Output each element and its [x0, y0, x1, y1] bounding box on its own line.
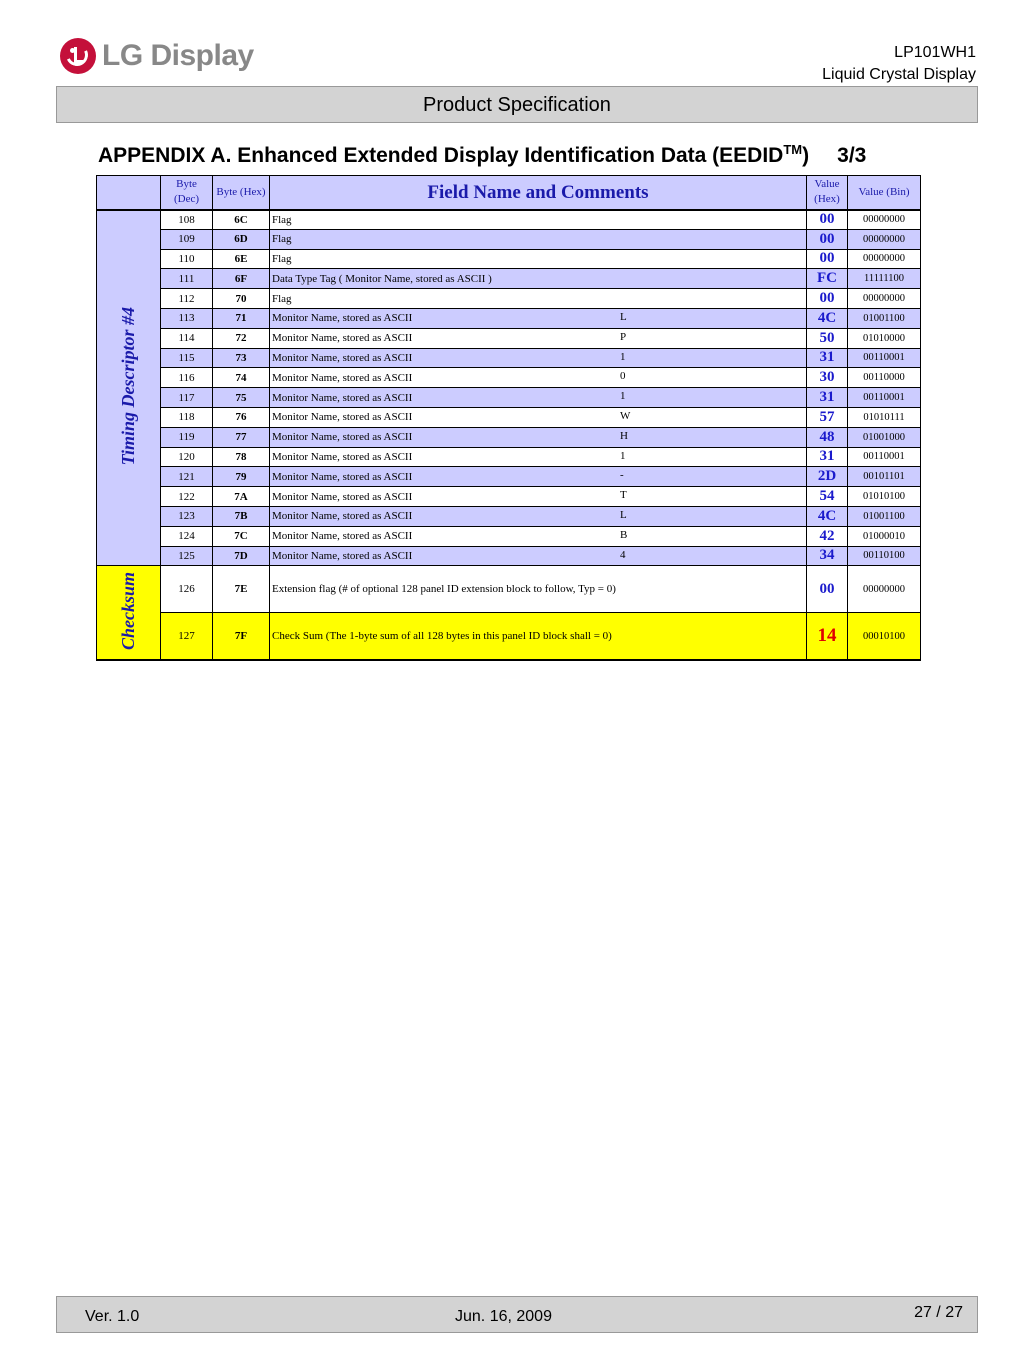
table-row	[97, 289, 921, 309]
value-bin: 01010111	[848, 407, 921, 427]
value-bin: 00110000	[848, 368, 921, 388]
field-description: Monitor Name, stored as ASCII	[272, 332, 413, 345]
byte-hex: 6D	[213, 229, 270, 249]
byte-dec: 121	[161, 467, 213, 487]
field-description: Monitor Name, stored as ASCII	[272, 431, 413, 444]
value-hex: 4C	[807, 308, 848, 328]
byte-dec: 118	[161, 407, 213, 427]
footer-date: Jun. 16, 2009	[455, 1308, 552, 1325]
value-bin: 11111100	[848, 269, 921, 289]
spec-title: Product Specification	[423, 94, 611, 116]
byte-dec: 120	[161, 447, 213, 467]
byte-hex: 78	[213, 447, 270, 467]
field-description: Monitor Name, stored as ASCII	[272, 450, 413, 463]
trademark-sup: TM	[783, 142, 803, 157]
ascii-char: 4	[620, 548, 626, 561]
byte-hex: 74	[213, 368, 270, 388]
field-name	[270, 210, 807, 230]
value-hex: 2D	[807, 467, 848, 487]
field-description: Monitor Name, stored as ASCII	[272, 411, 413, 424]
table-row	[97, 328, 921, 348]
field-description: Monitor Name, stored as ASCII	[272, 351, 413, 364]
table-row	[97, 447, 921, 467]
value-bin: 00110001	[848, 388, 921, 408]
field-description: Monitor Name, stored as ASCII	[272, 510, 413, 523]
value-hex: 4C	[807, 506, 848, 526]
field-description: Monitor Name, stored as ASCII	[272, 391, 413, 404]
ascii-char: B	[620, 528, 628, 541]
table-row	[97, 368, 921, 388]
ascii-char: 1	[620, 350, 626, 363]
appendix-title	[98, 142, 866, 168]
checksum-row	[97, 566, 921, 613]
field-name	[270, 506, 807, 526]
table-row	[97, 407, 921, 427]
table-body	[97, 210, 921, 660]
field-description: Monitor Name, stored as ASCII	[272, 312, 413, 325]
field-name	[270, 487, 807, 507]
value-bin-header: Value (Bin)	[848, 176, 921, 210]
field-name	[270, 289, 807, 309]
field-description: Flag	[272, 252, 292, 265]
byte-dec: 122	[161, 487, 213, 507]
byte-dec: 126	[161, 566, 213, 613]
byte-hex: 7A	[213, 487, 270, 507]
byte-hex: 7E	[213, 566, 270, 613]
table-row	[97, 388, 921, 408]
byte-hex: 79	[213, 467, 270, 487]
byte-dec: 123	[161, 506, 213, 526]
footer-version: Ver. 1.0	[85, 1308, 140, 1325]
table-row	[97, 526, 921, 546]
value-hex: 48	[807, 427, 848, 447]
value-hex: 31	[807, 388, 848, 408]
field-name	[270, 546, 807, 566]
byte-hex: 7C	[213, 526, 270, 546]
byte-hex: 6F	[213, 269, 270, 289]
table-row	[97, 308, 921, 328]
field-name	[270, 407, 807, 427]
field-description: Monitor Name, stored as ASCII	[272, 530, 413, 543]
value-hex: 50	[807, 328, 848, 348]
ascii-char: W	[620, 409, 631, 422]
value-bin: 01001100	[848, 308, 921, 328]
value-bin: 01001000	[848, 427, 921, 447]
byte-dec: 119	[161, 427, 213, 447]
byte-dec: 115	[161, 348, 213, 368]
byte-hex: 7D	[213, 546, 270, 566]
byte-hex: 71	[213, 308, 270, 328]
byte-hex: 7F	[213, 613, 270, 660]
model-info	[822, 42, 976, 86]
value-bin: 00000000	[848, 249, 921, 269]
field-name: Check Sum (The 1-byte sum of all 128 bytes in this panel ID block shall = 0)	[270, 613, 807, 660]
field-name	[270, 368, 807, 388]
byte-hex: 73	[213, 348, 270, 368]
byte-hex-header: Byte (Hex)	[213, 176, 270, 210]
field-name	[270, 388, 807, 408]
value-hex: 42	[807, 526, 848, 546]
product-type: Liquid Crystal Display	[822, 66, 976, 83]
table-row	[97, 546, 921, 566]
table-row	[97, 348, 921, 368]
byte-hex: 77	[213, 427, 270, 447]
table-row	[97, 427, 921, 447]
checksum-row	[97, 613, 921, 660]
table-row	[97, 506, 921, 526]
byte-dec: 110	[161, 249, 213, 269]
byte-dec: 125	[161, 546, 213, 566]
field-name	[270, 249, 807, 269]
value-bin: 00110001	[848, 348, 921, 368]
byte-dec: 109	[161, 229, 213, 249]
appendix-title-text: APPENDIX A. Enhanced Extended Display Identification Data (EEDID	[98, 144, 784, 167]
timing-descriptor-group	[97, 210, 161, 566]
timing-descriptor-label: Timing Descriptor #4	[118, 307, 138, 466]
byte-dec: 116	[161, 368, 213, 388]
value-hex: FC	[807, 269, 848, 289]
field-description: Monitor Name, stored as ASCII	[272, 549, 413, 562]
value-hex: 31	[807, 348, 848, 368]
lg-display-logo	[60, 36, 254, 76]
value-hex: 00	[807, 566, 848, 613]
field-description: Monitor Name, stored as ASCII	[272, 470, 413, 483]
value-bin: 00101101	[848, 467, 921, 487]
byte-dec: 113	[161, 308, 213, 328]
field-name	[270, 467, 807, 487]
field-name	[270, 447, 807, 467]
field-name	[270, 269, 807, 289]
byte-dec: 127	[161, 613, 213, 660]
model-number: LP101WH1	[894, 44, 976, 61]
ascii-char: L	[620, 310, 627, 323]
byte-dec: 117	[161, 388, 213, 408]
table-row	[97, 210, 921, 230]
value-hex: 14	[807, 613, 848, 660]
field-description: Flag	[272, 292, 292, 305]
field-description: Flag	[272, 213, 292, 226]
value-bin: 01010000	[848, 328, 921, 348]
field-header: Field Name and Comments	[270, 176, 807, 210]
value-bin: 00110100	[848, 546, 921, 566]
value-bin: 01010100	[848, 487, 921, 507]
table-row	[97, 249, 921, 269]
field-description: Monitor Name, stored as ASCII	[272, 490, 413, 503]
byte-hex: 72	[213, 328, 270, 348]
eedid-table	[96, 175, 921, 661]
table-row	[97, 487, 921, 507]
value-hex: 00	[807, 210, 848, 230]
logo-text: LG Display	[102, 39, 254, 72]
field-name: Extension flag (# of optional 128 panel ID extension block to follow, Typ = 0)	[270, 566, 807, 613]
checksum-label: Checksum	[118, 572, 138, 651]
value-bin: 00000000	[848, 229, 921, 249]
value-hex: 34	[807, 546, 848, 566]
byte-dec: 114	[161, 328, 213, 348]
byte-dec: 124	[161, 526, 213, 546]
field-description: Monitor Name, stored as ASCII	[272, 371, 413, 384]
table-row	[97, 229, 921, 249]
byte-hex: 75	[213, 388, 270, 408]
checksum-group	[97, 566, 161, 660]
field-name	[270, 308, 807, 328]
lg-logo-icon	[60, 38, 96, 74]
field-description: Flag	[272, 233, 292, 246]
table-header-row	[97, 176, 921, 210]
group-header-blank	[97, 176, 161, 210]
ascii-char: H	[620, 429, 628, 442]
byte-dec: 111	[161, 269, 213, 289]
ascii-char: -	[620, 469, 624, 482]
field-description: Data Type Tag ( Monitor Name, stored as ASCII )	[272, 272, 492, 285]
field-name	[270, 348, 807, 368]
value-bin: 00000000	[848, 210, 921, 230]
ascii-char: 0	[620, 370, 626, 383]
field-name	[270, 427, 807, 447]
value-hex-header: Value (Hex)	[807, 176, 848, 210]
footer-page: 27 / 27	[914, 1304, 963, 1321]
spec-title-bar	[56, 86, 978, 123]
value-hex: 57	[807, 407, 848, 427]
byte-dec-header: Byte (Dec)	[161, 176, 213, 210]
value-hex: 00	[807, 229, 848, 249]
byte-hex: 6E	[213, 249, 270, 269]
byte-hex: 76	[213, 407, 270, 427]
value-hex: 00	[807, 289, 848, 309]
value-bin: 00000000	[848, 566, 921, 613]
field-name	[270, 328, 807, 348]
value-bin: 00000000	[848, 289, 921, 309]
byte-hex: 70	[213, 289, 270, 309]
byte-hex: 6C	[213, 210, 270, 230]
value-bin: 01001100	[848, 506, 921, 526]
byte-dec: 108	[161, 210, 213, 230]
ascii-char: P	[620, 330, 627, 343]
value-hex: 30	[807, 368, 848, 388]
value-hex: 54	[807, 487, 848, 507]
footer-bar	[56, 1296, 978, 1333]
table-row	[97, 269, 921, 289]
ascii-char: 1	[620, 449, 626, 462]
field-name	[270, 526, 807, 546]
ascii-char: 1	[620, 390, 626, 403]
appendix-page-part: 3/3	[837, 144, 867, 167]
value-bin: 01000010	[848, 526, 921, 546]
ascii-char: L	[620, 508, 627, 521]
field-name	[270, 229, 807, 249]
table-row	[97, 467, 921, 487]
byte-hex: 7B	[213, 506, 270, 526]
ascii-char: T	[620, 489, 627, 502]
byte-dec: 112	[161, 289, 213, 309]
value-hex: 00	[807, 249, 848, 269]
value-bin: 00010100	[848, 613, 921, 660]
value-hex: 31	[807, 447, 848, 467]
value-bin: 00110001	[848, 447, 921, 467]
appendix-title-close: )	[802, 144, 810, 167]
